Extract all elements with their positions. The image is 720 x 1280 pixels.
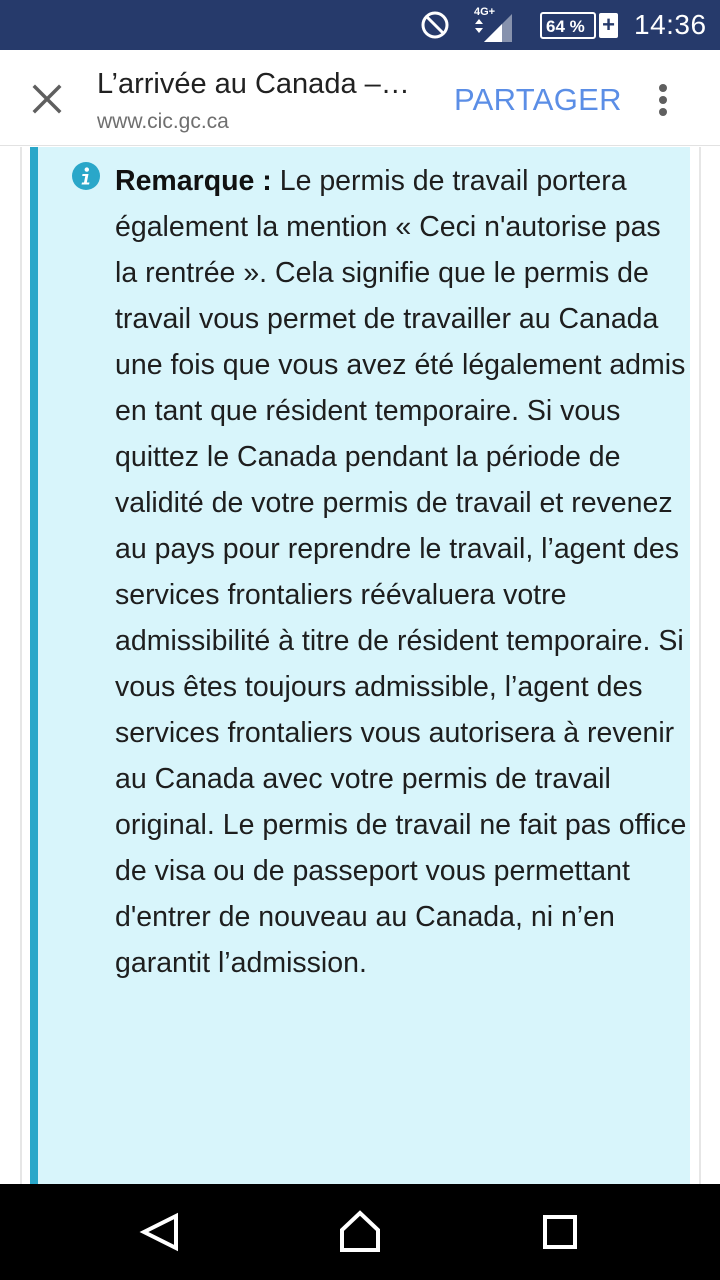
info-icon: [71, 161, 101, 191]
left-rule: [20, 147, 22, 1184]
page-url: www.cic.gc.ca: [97, 110, 229, 133]
signal-icon: [470, 10, 514, 44]
do-not-disturb-icon: [420, 10, 450, 40]
navigation-bar: [0, 1184, 720, 1280]
close-button[interactable]: [22, 76, 72, 122]
signal-indicator: [470, 6, 514, 44]
back-button[interactable]: [130, 1202, 190, 1262]
close-icon: [22, 76, 72, 122]
overflow-menu-button[interactable]: [648, 78, 678, 120]
recents-icon: [530, 1202, 590, 1262]
note-label: Remarque :: [115, 165, 272, 197]
network-type-label: 4G+: [474, 6, 496, 18]
clock: 14:36: [634, 9, 707, 40]
charging-plus-icon: +: [599, 13, 618, 38]
battery-body: [540, 12, 596, 39]
note-body: Le permis de travail portera également la mention « Ceci n'autorise pas la rentrée ». Cela signifie que le permis de travail vous permet de travailler au Canada une fois que vous avez été légalement admis en tant que résident temporaire. Si vous quittez le Canada pendant la période de validité de votre permis de travail et revenez au pays pour reprendre le travail, l’agent des services frontaliers réévaluera votre admissibilité à titre de résident temporaire. Si vous êtes toujours admissible, l’agent des services frontaliers vous autorisera à revenir au Canada avec votre permis de travail original. Le permis de travail ne fait pas office de visa ou de passeport vous permettant d'entrer de nouveau au Canada, ni n’en garantit l’admission.: [115, 165, 687, 979]
share-button[interactable]: PARTAGER: [454, 82, 622, 117]
battery-level: 64 %: [546, 17, 585, 36]
status-bar: [0, 0, 720, 50]
custom-tab-toolbar: [0, 50, 720, 146]
web-content[interactable]: [0, 147, 720, 1184]
home-button[interactable]: [330, 1202, 390, 1262]
note-text: [115, 158, 687, 986]
page-title: L’arrivée au Canada –…: [97, 68, 410, 100]
note-callout: [30, 147, 690, 1184]
recents-button[interactable]: [530, 1202, 590, 1262]
overflow-menu-icon: [659, 84, 667, 92]
right-rule: [699, 147, 701, 1184]
home-icon: [330, 1202, 390, 1262]
back-icon: [130, 1202, 190, 1262]
battery-icon: [540, 12, 618, 39]
overflow-menu-icon: [659, 96, 667, 104]
overflow-menu-icon: [659, 108, 667, 116]
